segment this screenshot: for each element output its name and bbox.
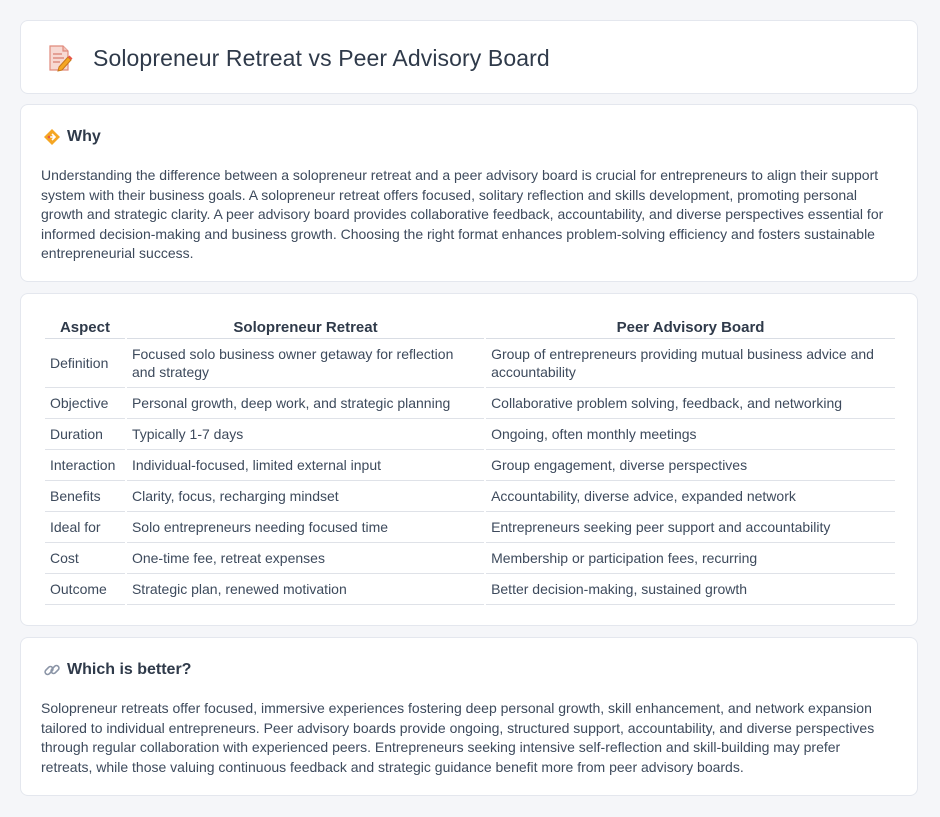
document-pencil-icon: [47, 43, 73, 73]
cell-board: Ongoing, often monthly meetings: [486, 419, 895, 450]
cell-aspect: Ideal for: [45, 512, 125, 543]
cell-board: Better decision-making, sustained growth: [486, 574, 895, 605]
table-row: [45, 339, 895, 388]
cell-retreat: Focused solo business owner getaway for reflection and strategy: [127, 339, 484, 388]
better-text: Solopreneur retreats offer focused, immersive experiences fostering deep personal growth, skill enhancement, and network expansion tailored to individual entrepreneurs. Peer advisory boards provide ongoing, structured support, accountability, and diverse perspectives through regular collaboration with experienced peers. Entrepreneurs seeking intensive self-reflection and skill-building may prefer retreats, while those valuing continuous feedback and strategic guidance benefit more from peer advisory boards.: [41, 700, 875, 775]
title-row: [47, 43, 550, 73]
table-row: [45, 450, 895, 481]
cell-board: Collaborative problem solving, feedback, and networking: [486, 388, 895, 419]
cell-aspect: Definition: [45, 339, 125, 388]
cell-aspect: Cost: [45, 543, 125, 574]
cell-aspect: Benefits: [45, 481, 125, 512]
diamond-arrows-icon: [43, 128, 61, 146]
cell-aspect: Duration: [45, 419, 125, 450]
why-card: [20, 104, 918, 282]
cell-board: Membership or participation fees, recurring: [486, 543, 895, 574]
header-aspect: Aspect: [45, 316, 125, 339]
cell-board: Group of entrepreneurs providing mutual business advice and accountability: [486, 339, 895, 388]
table-row: [45, 512, 895, 543]
cell-retreat: Strategic plan, renewed motivation: [127, 574, 484, 605]
better-title: Which is better?: [67, 661, 192, 678]
comparison-table: [43, 316, 897, 605]
cell-retreat: Clarity, focus, recharging mindset: [127, 481, 484, 512]
better-heading: [43, 660, 191, 680]
which-is-better-card: [20, 637, 918, 796]
table-row: [45, 543, 895, 574]
cell-retreat: Individual-focused, limited external input: [127, 450, 484, 481]
cell-aspect: Interaction: [45, 450, 125, 481]
cell-retreat: One-time fee, retreat expenses: [127, 543, 484, 574]
cell-aspect: Objective: [45, 388, 125, 419]
cell-retreat: Typically 1-7 days: [127, 419, 484, 450]
table-row: [45, 419, 895, 450]
comparison-card: [20, 293, 918, 626]
cell-aspect: Outcome: [45, 574, 125, 605]
cell-board: Group engagement, diverse perspectives: [486, 450, 895, 481]
cell-retreat: Solo entrepreneurs needing focused time: [127, 512, 484, 543]
why-title: Why: [67, 128, 101, 145]
cell-board: Entrepreneurs seeking peer support and accountability: [486, 512, 895, 543]
table-row: [45, 574, 895, 605]
link-icon: [43, 661, 61, 679]
table-row: [45, 388, 895, 419]
cell-board: Accountability, diverse advice, expanded network: [486, 481, 895, 512]
table-header-row: [45, 316, 895, 339]
page-title: Solopreneur Retreat vs Peer Advisory Board: [93, 45, 550, 71]
header-solopreneur-retreat: Solopreneur Retreat: [127, 316, 484, 339]
table-row: [45, 481, 895, 512]
why-text: Understanding the difference between a solopreneur retreat and a peer advisory board is crucial for entrepreneurs to align their support system with their business goals. A solopreneur retreat offers focused, solitary reflection and skills development, promoting personal growth and strategic clarity. A peer advisory board provides collaborative feedback, accountability, and diverse perspectives essential for informed decision-making and business growth. Choosing the right format enhances problem-solving efficiency and fosters sustainable entrepreneurial success.: [41, 167, 884, 262]
why-heading: [43, 127, 101, 147]
header-peer-advisory-board: Peer Advisory Board: [486, 316, 895, 339]
title-card: [20, 20, 918, 94]
cell-retreat: Personal growth, deep work, and strategic planning: [127, 388, 484, 419]
